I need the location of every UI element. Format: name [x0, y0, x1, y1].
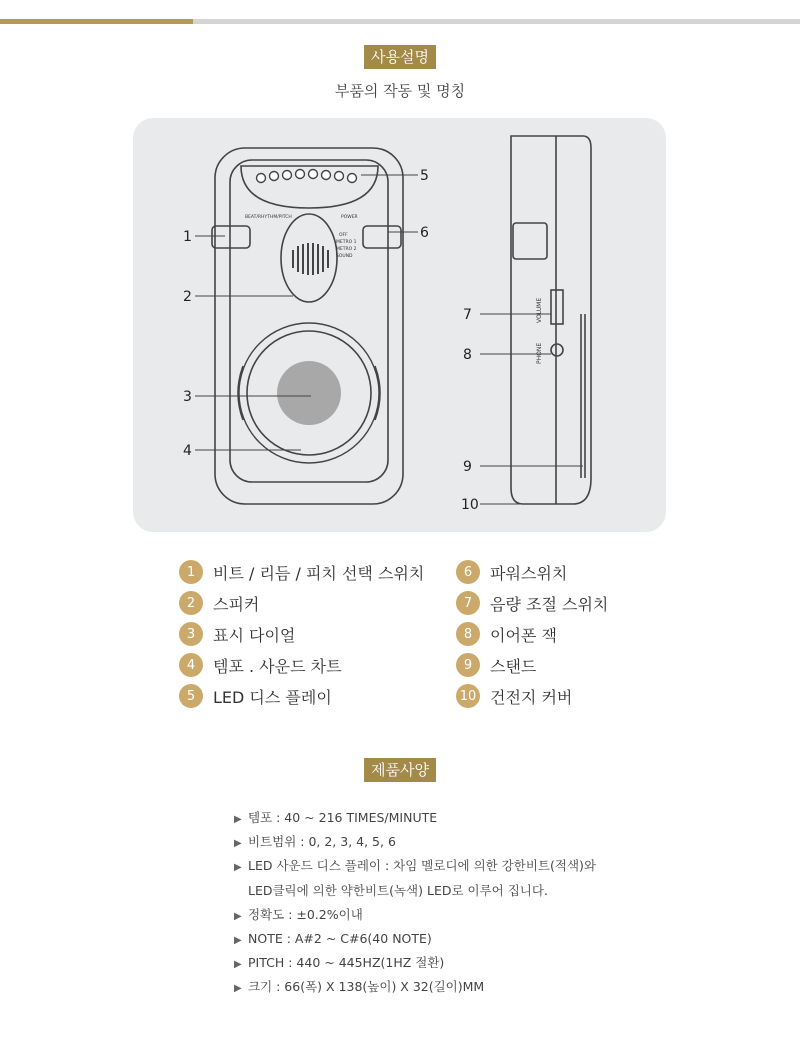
part-number: 3: [179, 622, 203, 646]
part-label: 템포 . 사운드 차트: [213, 656, 342, 676]
top-divider: [0, 19, 800, 24]
spec-item: [234, 806, 734, 830]
spec-text: PITCH : 440 ~ 445HZ(1HZ 절환): [248, 955, 445, 971]
phone-jack: [551, 344, 563, 356]
spec-item: [234, 903, 734, 927]
callout-1: 1: [183, 229, 192, 245]
spec-text: 크기 : 66(폭) X 138(높이) X 32(길이)MM: [248, 979, 485, 995]
part-label: 비트 / 리듬 / 피치 선택 스위치: [213, 563, 425, 583]
spec-item: [234, 975, 734, 999]
spec-item: [234, 854, 734, 878]
label-power: POWER: [341, 215, 358, 220]
callout-4: 4: [183, 443, 192, 459]
part-item-7: [456, 591, 608, 615]
spec-text: 템포 : 40 ~ 216 TIMES/MINUTE: [248, 810, 438, 825]
part-label: LED 디스 플레이: [213, 687, 332, 707]
spec-text: 비트범위 : 0, 2, 3, 4, 5, 6: [248, 834, 396, 850]
part-label: 이어폰 잭: [490, 625, 557, 645]
part-item-2: [179, 591, 259, 615]
device-diagram: [133, 118, 666, 532]
spec-item: [234, 951, 734, 975]
callout-3: 3: [183, 389, 192, 405]
part-item-8: [456, 622, 557, 646]
callout-6: 6: [420, 225, 429, 241]
part-label: 스탠드: [490, 656, 537, 676]
spec-text: LED클릭에 의한 약한비트(녹색) LED로 이루어 집니다.: [248, 882, 548, 898]
arrow-icon: ▶: [234, 983, 242, 995]
part-label: 파워스위치: [490, 563, 568, 583]
label-phone: PHONE: [536, 342, 543, 364]
left-switch: [212, 226, 250, 248]
top-divider-accent: [0, 19, 193, 24]
part-number: 7: [456, 591, 480, 615]
part-item-9: [456, 653, 536, 677]
label-volume: VOLUME: [536, 297, 543, 323]
spec-title: 제품사양: [364, 758, 436, 782]
arrow-icon: ▶: [234, 959, 242, 971]
label-beat: BEAT/RHYTHM/PITCH: [245, 215, 292, 220]
part-number: 5: [179, 684, 203, 708]
callout-9: 9: [463, 459, 472, 475]
label-metro1: METRO 1: [336, 240, 357, 245]
part-item-6: [456, 560, 567, 584]
callout-7: 7: [463, 307, 472, 323]
spec-text: NOTE : A#2 ~ C#6(40 NOTE): [248, 930, 432, 946]
part-item-4: [179, 653, 342, 677]
arrow-icon: ▶: [234, 910, 242, 922]
label-off: OFF: [339, 233, 348, 238]
parts-subtitle: 부품의 작동 및 명칭: [334, 82, 466, 100]
front-body-outline: [215, 148, 403, 504]
arrow-icon: ▶: [234, 934, 242, 946]
led-dots: [257, 170, 357, 183]
part-number: 10: [456, 684, 480, 708]
part-item-5: [179, 684, 332, 708]
callout-8: 8: [463, 347, 472, 363]
part-item-1: [179, 560, 424, 584]
parts-list: [0, 560, 800, 710]
volume-wheel: [551, 290, 563, 324]
speaker-grille: [293, 243, 328, 275]
spec-item: [234, 927, 734, 951]
callout-10: 10: [461, 497, 479, 513]
device-illustration: [133, 118, 666, 532]
arrow-icon: ▶: [234, 838, 242, 850]
label-metro2: METRO 2: [336, 247, 357, 252]
display-window: [277, 361, 341, 425]
arrow-icon: ▶: [234, 814, 242, 825]
label-sound: SOUND: [336, 254, 353, 259]
arrow-icon: ▶: [234, 862, 242, 874]
callout-lines: [195, 175, 583, 504]
part-label: 스피커: [213, 594, 260, 614]
spec-text: 정확도 : ±0.2%이내: [248, 906, 363, 922]
part-label: 음량 조절 스위치: [490, 594, 609, 614]
part-number: 4: [179, 653, 203, 677]
usage-title: 사용설명: [364, 45, 436, 69]
spec-text: LED 사운드 디스 플레이 : 차임 멜로디에 의한 강한비트(적색)와: [248, 858, 596, 874]
part-number: 1: [179, 560, 203, 584]
callout-5: 5: [420, 168, 429, 184]
right-switch: [363, 226, 401, 248]
callout-2: 2: [183, 289, 192, 305]
part-number: 9: [456, 653, 480, 677]
spec-list: [234, 806, 734, 1000]
spec-item-continued: [234, 879, 734, 903]
part-label: 건전지 커버: [490, 687, 573, 707]
part-item-3: [179, 622, 295, 646]
part-label: 표시 다이얼: [213, 625, 296, 645]
spec-item: [234, 830, 734, 854]
part-number: 6: [456, 560, 480, 584]
part-number: 2: [179, 591, 203, 615]
side-switch: [513, 223, 547, 259]
part-number: 8: [456, 622, 480, 646]
part-item-10: [456, 684, 572, 708]
